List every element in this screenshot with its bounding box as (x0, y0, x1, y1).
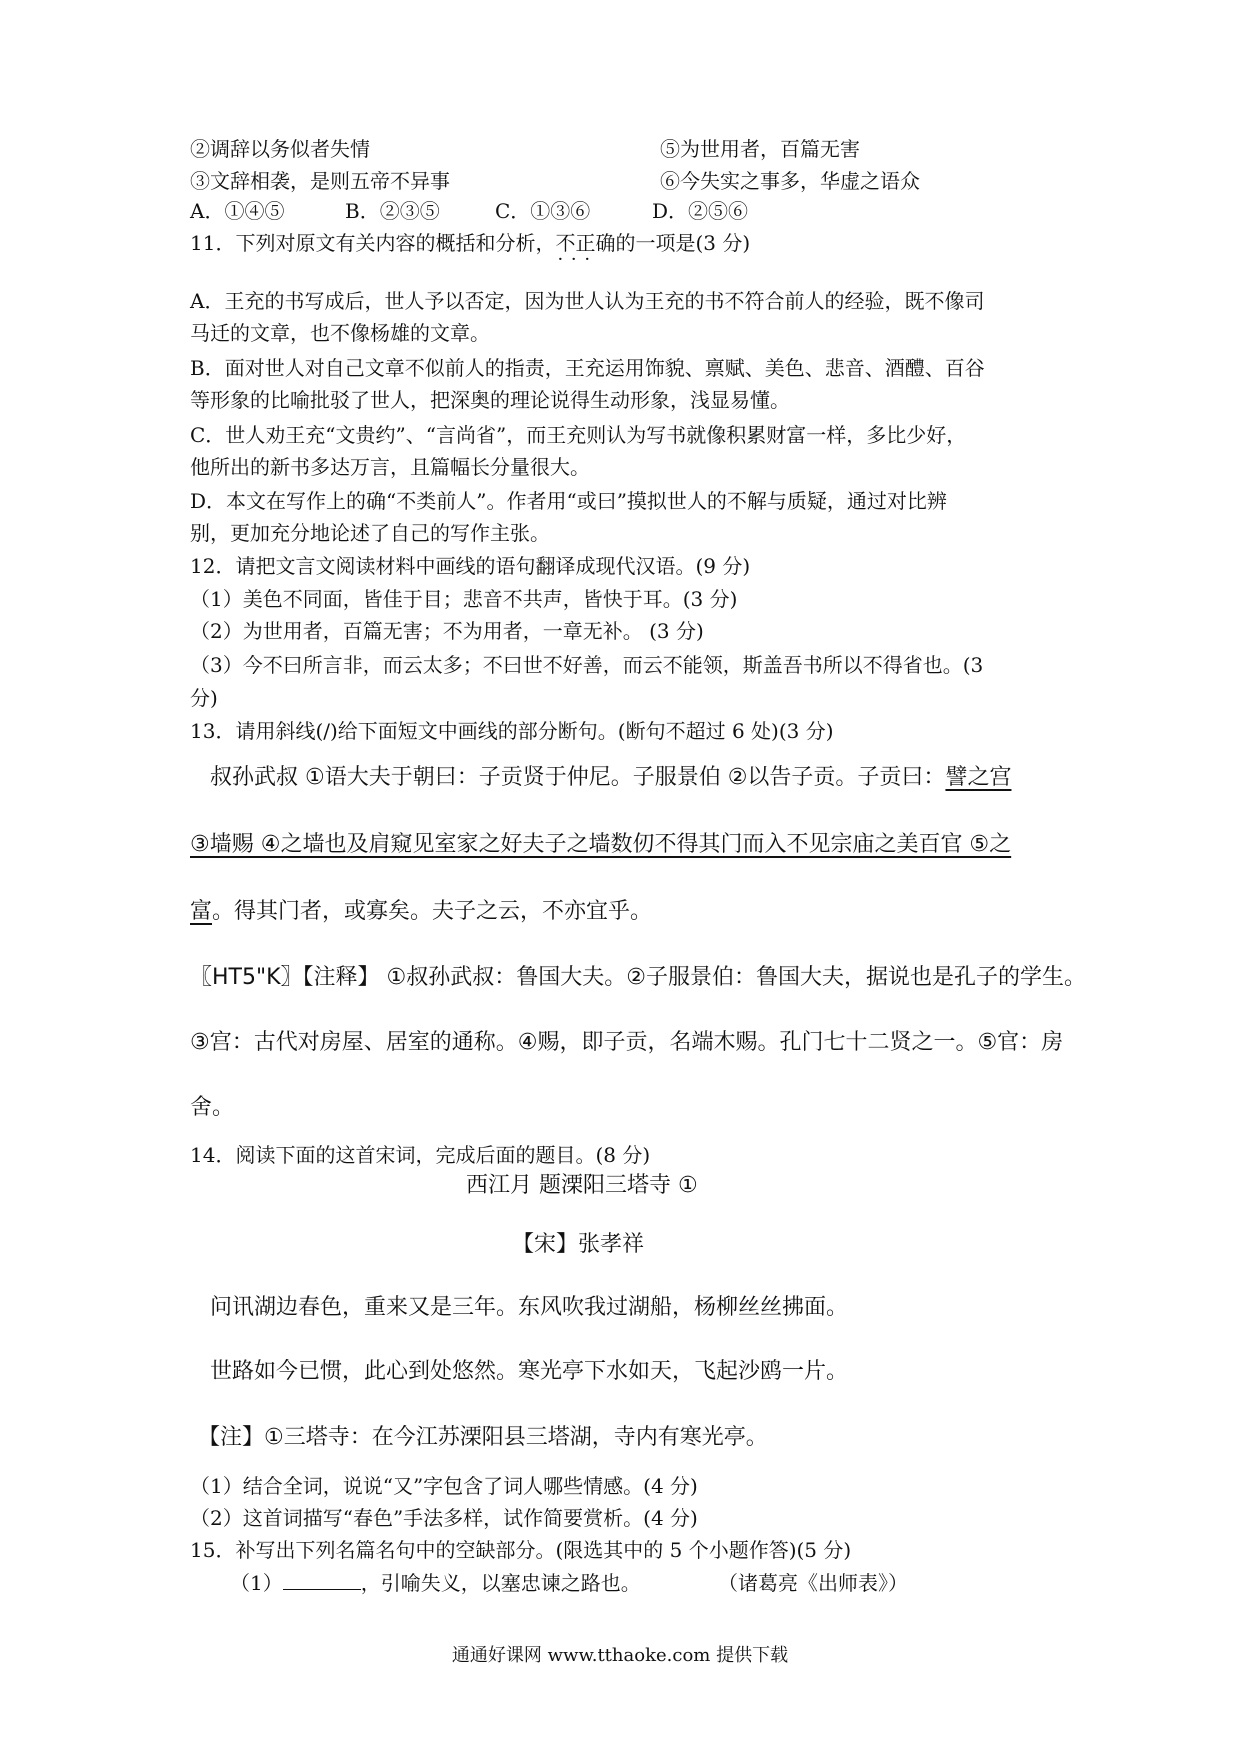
q13-passage-line1 (210, 762, 1011, 794)
q12-sentence-3-line1: （3）今不曰所言非，而云太多；不曰世不好善，而云不能领，斯盖吾书所以不得省也。(3 (190, 653, 984, 677)
q11-option-b-line1: B．面对世人对自己文章不似前人的指责，王充运用饰貌、禀赋、美色、悲音、酒醴、百谷 (190, 356, 985, 380)
q11-option-b-line2: 等形象的比喻批驳了世人，把深奥的理论说得生动形象，浅显易懂。 (190, 388, 790, 412)
q11-stem (190, 228, 750, 258)
q15-item-1-source: （诸葛亮《出师表》） (718, 1571, 908, 1595)
q13-passage-line3 (190, 896, 652, 928)
poem-note: 【注】①三塔寺：在今江苏溧阳县三塔湖，寺内有寒光亭。 (198, 1425, 768, 1450)
q15-item-1-number: （1） (230, 1571, 283, 1595)
choice-c: C．①③⑥ (495, 199, 591, 223)
q13-passage-line3-plain: 。得其门者，或寡矣。夫子之云，不亦宜乎。 (212, 899, 653, 924)
poem-title: 西江月 题溧阳三塔寺 ① (466, 1173, 698, 1198)
option-item-3: ③文辞相袭，是则五帝不异事 (190, 169, 450, 193)
q12-sentence-1: （1）美色不同面，皆佳于目；悲音不共声，皆快于耳。(3 分) (190, 587, 738, 611)
poem-verse-1: 问讯湖边春色，重来又是三年。东风吹我过湖船，杨柳丝丝拂面。 (210, 1295, 849, 1320)
q11-stem-suffix: 的一项是(3 分) (615, 231, 751, 255)
q12-sentence-3-line2: 分) (190, 686, 218, 710)
choice-a: A．①④⑤ (190, 199, 285, 223)
q15-item-1-blank (283, 1569, 361, 1590)
q15-stem: 15．补写出下列名篇名句中的空缺部分。(限选其中的 5 个小题作答)(5 分) (190, 1538, 852, 1562)
choice-b: B．②③⑤ (345, 199, 440, 223)
q11-option-d-line2: 别，更加充分地论述了自己的写作主张。 (190, 521, 550, 545)
page-footer: 通通好课网 www.tthaoke.com 提供下载 (451, 1645, 789, 1666)
q11-stem-prefix: 11．下列对原文有关内容的概括和分析， (190, 231, 556, 255)
poem-author: 【宋】张孝祥 (512, 1232, 645, 1257)
poem-verse-2: 世路如今已惯，此心到处悠然。寒光亭下水如天，飞起沙鸥一片。 (210, 1359, 849, 1384)
q15-item-1 (230, 1568, 641, 1598)
q11-option-c-line1: C．世人劝王充“文贵约”、“言尚省”，而王充则认为写书就像积累财富一样，多比少好， (190, 423, 967, 447)
q11-option-a-line2: 马迁的文章，也不像杨雄的文章。 (190, 321, 490, 345)
q13-passage-line3-underlined: 富 (190, 899, 213, 924)
q13-passage-line2 (190, 829, 1011, 861)
q13-passage-line2-underlined: ③墙赐 ④之墙也及肩窥见室家之好夫子之墙数仞不得其门而入不见宗庙之美百官 ⑤之 (190, 832, 1012, 857)
option-item-5: ⑤为世用者，百篇无害 (660, 137, 860, 161)
q14-sub-question-2: （2）这首词描写“春色”手法多样，试作简要赏析。(4 分) (190, 1506, 698, 1530)
q13-note-line1: 〖HT5"K〗【注释】 ①叔孙武叔：鲁国大夫。②子服景伯：鲁国大夫，据说也是孔子的学生。 (190, 965, 1086, 990)
q14-sub-question-1: （1）结合全词，说说“又”字包含了词人哪些情感。(4 分) (190, 1474, 698, 1498)
q11-option-c-line2: 他所出的新书多达万言，且篇幅长分量很大。 (190, 455, 590, 479)
q13-note-line2: ③宫：古代对房屋、居室的通称。④赐，即子贡，名端木赐。孔门七十二贤之一。⑤官：房 (190, 1030, 1064, 1055)
q11-stem-emphasis: 不正确 · · · (555, 231, 615, 255)
q13-note-line3: 舍。 (190, 1095, 235, 1120)
q11-option-d-line1: D．本文在写作上的确“不类前人”。作者用“或曰”摸拟世人的不解与质疑，通过对比辨 (190, 489, 947, 513)
choice-d: D．②⑤⑥ (652, 199, 749, 223)
q15-item-1-text: ，引喻失义，以塞忠谏之路也。 (360, 1571, 641, 1595)
q11-option-a-line1: A．王充的书写成后，世人予以否定，因为世人认为王充的书不符合前人的经验，既不像司 (190, 289, 985, 313)
q12-stem: 12．请把文言文阅读材料中画线的语句翻译成现代汉语。(9 分) (190, 554, 751, 578)
q14-stem: 14．阅读下面的这首宋词，完成后面的题目。(8 分) (190, 1143, 651, 1167)
q13-passage-line1-underlined: 譬之宫 (945, 765, 1012, 790)
option-item-6: ⑥今失实之事多，华虚之语众 (660, 169, 920, 193)
q13-stem: 13．请用斜线(/)给下面短文中画线的部分断句。(断句不超过 6 处)(3 分) (190, 719, 834, 743)
q12-sentence-2: （2）为世用者，百篇无害；不为用者，一章无补。 (3 分) (190, 619, 704, 643)
q13-passage-line1-plain: 叔孙武叔 ①语大夫于朝曰：子贡贤于仲尼。子服景伯 ②以告子贡。子贡曰： (210, 765, 946, 790)
option-item-2: ②调辞以务似者失情 (190, 137, 370, 161)
